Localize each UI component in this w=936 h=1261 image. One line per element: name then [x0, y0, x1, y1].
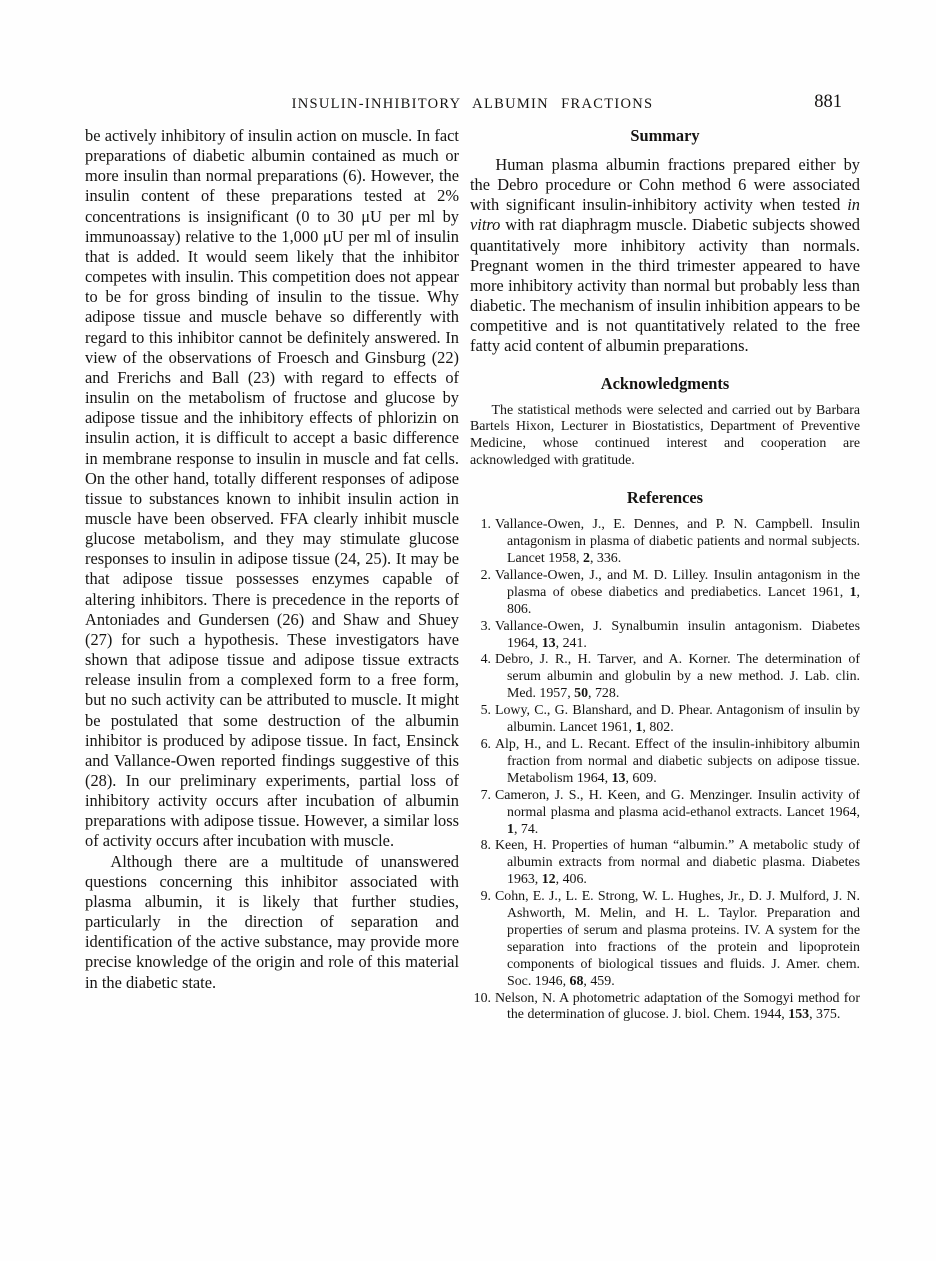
reference-text: Keen, H. Properties of human “albumin.” A metabolic study of albumin extracts from normal and diabetic plasma. Diabetes 1963, [495, 838, 860, 888]
reference-number: 2. [480, 567, 491, 583]
acknowledgments-heading: Acknowledgments [600, 373, 730, 393]
left-column [85, 126, 459, 1024]
reference-pages: , 802. [642, 720, 674, 736]
reference-pages: , 375. [809, 1007, 841, 1023]
reference-text: Vallance-Owen, J., and M. D. Lilley. Insulin antagonism in the plasma of obese diabetics and prediabetics. Lancet 1961, [495, 567, 860, 600]
reference-pages: , 74. [513, 821, 539, 837]
reference-volume: 2 [583, 551, 590, 566]
reference-pages: , 241. [555, 635, 587, 651]
reference-text: Cohn, E. J., L. E. Strong, W. L. Hughes, Jr., D. J. Mulford, J. N. Ashworth, M. Melin, and H. L. Taylor. Preparation and properties of serum and plasma proteins. IV. A system for the separation into fractions of the protein and lipoprotein components of biological tissues and fluids. J. Amer. chem. Soc. 1946, [495, 889, 860, 989]
reference-number: 5. [480, 703, 491, 719]
two-column-layout [85, 126, 860, 1024]
summary-text-pre: Human plasma albumin fractions prepared either by the Debro procedure or Cohn method 6 were associated with significant insulin-inhibitory activity when tested [470, 155, 860, 215]
reference-text: Vallance-Owen, J., E. Dennes, and P. N. Campbell. Insulin antagonism in plasma of diabetic patients and normal subjects. Lancet 1958, [495, 517, 860, 566]
reference-entry [470, 889, 860, 990]
reference-entry [470, 568, 860, 619]
reference-volume: 1 [849, 584, 857, 600]
reference-entry [470, 991, 860, 1025]
reference-number: 6. [480, 736, 491, 752]
reference-number: 9. [480, 889, 491, 905]
reference-text: Nelson, N. A photometric adaptation of the Somogyi method for the determination of glucose. J. biol. Chem. 1944, [495, 990, 860, 1023]
reference-volume: 50 [574, 686, 589, 702]
reference-volume: 1 [507, 821, 514, 837]
reference-pages: , 406. [555, 872, 587, 888]
reference-volume: 68 [569, 973, 584, 989]
reference-entry [470, 619, 860, 653]
reference-volume: 1 [635, 720, 643, 736]
reference-entry [470, 652, 860, 703]
summary-text-post: with rat diaphragm muscle. Diabetic subjects showed quantitatively more inhibitory activity than normals. Pregnant women in the third trimester appeared to have more inhibitory activity than normal but probably less than diabetic. The mechanism of insulin inhibition appears to be competitive and is not quantitatively related to the free fatty acid content of albumin preparations. [470, 215, 860, 356]
reference-number: 1. [480, 517, 491, 533]
reference-entry [470, 703, 860, 737]
reference-text: Cameron, J. S., H. Keen, and G. Menzinger. Insulin activity of normal plasma and plasma acid-ethanol extracts. Lancet 1964, [495, 787, 860, 820]
reference-number: 8. [480, 838, 491, 854]
reference-number: 10. [473, 990, 491, 1006]
reference-text: Lowy, C., G. Blanshard, and D. Phear. Antagonism of insulin by albumin. Lancet 1961, [495, 703, 860, 736]
reference-volume: 13 [611, 770, 626, 786]
reference-pages: , 336. [589, 551, 622, 566]
reference-pages: , 806. [507, 584, 860, 617]
reference-pages: , 459. [583, 973, 615, 989]
reference-volume: 13 [541, 635, 556, 651]
reference-text: Alp, H., and L. Recant. Effect of the insulin-inhibitory albumin fraction from normal and diabetic subjects on adipose tissue. Metabolism 1964, [495, 736, 860, 786]
body-paragraph: be actively inhibitory of insulin action on muscle. In fact preparations of diabetic albumin contained as much or more insulin than normal preparations (6). However, the insulin content of these preparations tested at 2% concentrations is insignificant (0 to 30 μU per ml by immunoassay) relative to the 1,000 μU per ml of insulin that is added. It would seem likely that the inhibitor competes with insulin. This competition does not appear to be for gross binding of insulin to the tissue. Why adipose tissue and muscle behave so differently with regard to this inhibitor cannot be definitely answered. In view of the observations of Froesch and Ginsburg (22) and Frerichs and Ball (23) with regard to effects of insulin on the metabolism of fructose and glucose by adipose tissue and the inhibitory effects of phlorizin on insulin action, it is difficult to accept a basic difference in membrane response to insulin in muscle and fat cells. On the other hand, totally different responses of adipose tissue to substances known to inhibit insulin action in muscle have been observed. FFA clearly inhibit muscle glucose metabolism, and they may stimulate glucose responses to insulin in adipose tissue (24, 25). It may be that adipose tissue possesses enzymes capable of altering inhibitors. There is precedence in the reports of Antoniades and Gundersen (26) and Shaw and Shuey (27) for such a hypothesis. These investigators have shown that adipose tissue and adipose tissue extracts release insulin from a complexed form to a free form, but no such activity can be attributed to muscle. It might be postulated that some destruction of the albumin inhibitor is produced by adipose tissue. In fact, Ensinck and Vallance-Owen reported findings suggestive of this (28). In our preliminary experiments, partial loss of inhibitory activity occurs after incubation of albumin preparations with adipose tissue. However, a similar loss of activity occurs after incubation with muscle. [85, 126, 459, 851]
summary-paragraph [470, 155, 860, 357]
running-head-title: INSULIN-INHIBITORY ALBUMIN FRACTIONS [291, 96, 654, 112]
reference-entry [470, 838, 860, 889]
reference-pages: , 609. [625, 770, 657, 786]
reference-entry [470, 788, 860, 839]
reference-number: 4. [480, 652, 491, 668]
reference-volume: 12 [541, 872, 556, 888]
body-paragraph: Although there are a multitude of unanswered questions concerning this inhibitor associated with plasma albumin, it is likely that further studies, particularly in the direction of separation and identification of the active substance, may provide more precise knowledge of the origin and role of this material in the diabetic state. [85, 851, 459, 992]
reference-volume: 153 [788, 1007, 810, 1023]
reference-entry [470, 517, 860, 568]
right-column [470, 126, 860, 1024]
reference-entry [470, 737, 860, 788]
acknowledgments-paragraph: The statistical methods were selected and carried out by Barbara Bartels Hixon, Lecturer in Biostatistics, Department of Preventive Medicine, whose continued interest and cooperation are acknowledged with gratitude. [470, 402, 860, 469]
reference-number: 3. [480, 618, 491, 634]
page-number: 881 [814, 92, 842, 112]
summary-text-italic: in vitro [470, 195, 860, 235]
reference-list [470, 517, 860, 1024]
reference-text: Debro, J. R., H. Tarver, and A. Korner. The determination of serum albumin and globulin by a new method. J. Lab. clin. Med. 1957, [495, 652, 860, 702]
references-heading: References [626, 488, 704, 508]
reference-text: Vallance-Owen, J. Synalbumin insulin antagonism. Diabetes 1964, [495, 618, 860, 651]
reference-number: 7. [480, 787, 491, 803]
summary-heading: Summary [630, 126, 700, 145]
reference-pages: , 728. [588, 686, 620, 702]
